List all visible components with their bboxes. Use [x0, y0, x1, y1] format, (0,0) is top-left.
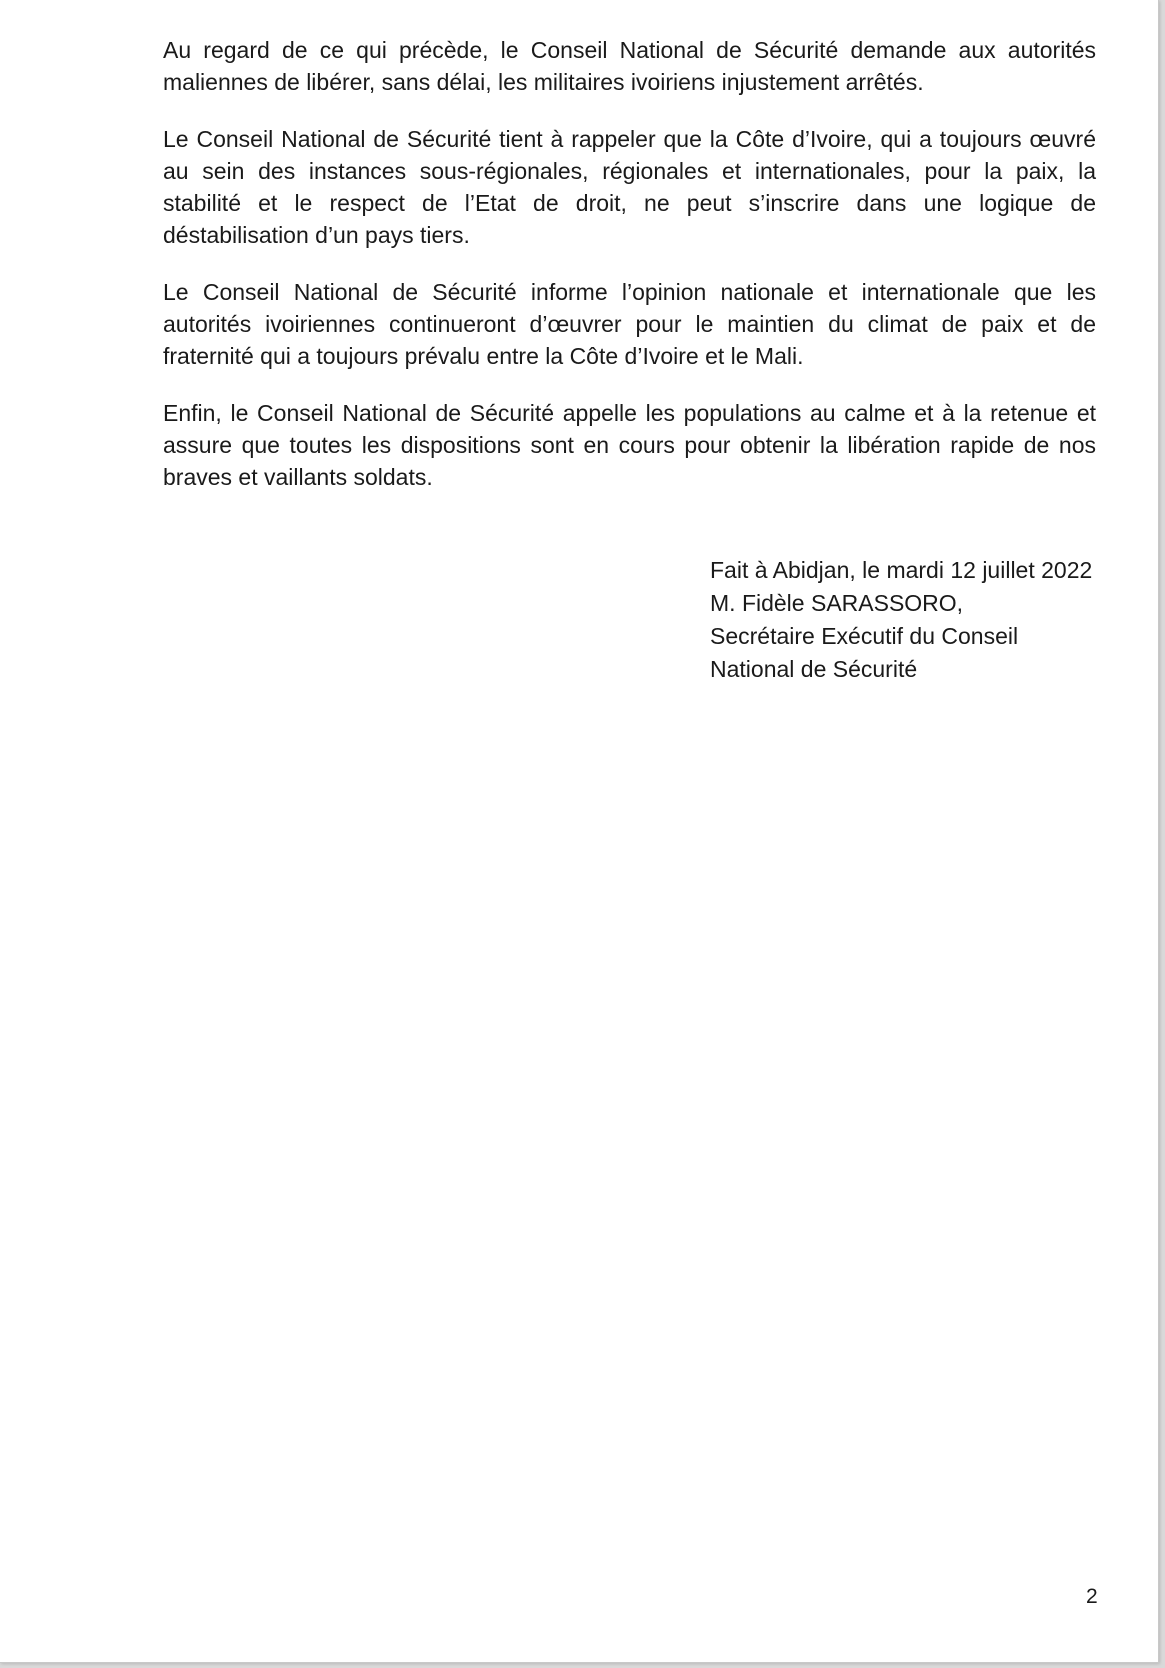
- signature-title-line1: Secrétaire Exécutif du Conseil: [710, 623, 1019, 649]
- page-number: 2: [1086, 1585, 1098, 1608]
- signature-block: [710, 554, 1092, 686]
- paragraph-liberation-demand: Au regard de ce qui précède, le Conseil National de Sécurité demande aux autorités maliennes de libérer, sans délai, les militaires ivoiriens injustement arrêtés.: [163, 37, 1096, 95]
- paragraph-peace-commitment: Le Conseil National de Sécurité tient à rappeler que la Côte d’Ivoire, qui a toujours œuvré au sein des instances sous-régionales, régionales et internationales, pour la paix, la stabilité et le respect de l’Etat de droit, ne peut s’inscrire dans une logique de déstabilisation d’un pays tiers.: [163, 126, 1096, 248]
- paragraph-call-for-calm: Enfin, le Conseil National de Sécurité appelle les populations au calme et à la retenue et assure que toutes les dispositions sont en cours pour obtenir la libération rapide de nos braves et vaillants soldats.: [163, 400, 1096, 490]
- paragraph-public-information: Le Conseil National de Sécurité informe l’opinion nationale et internationale que les autorités ivoiriennes continueront d’œuvrer pour le maintien du climat de paix et de fraternité qui a toujours prévalu entre la Côte d’Ivoire et le Mali.: [163, 279, 1096, 369]
- signature-title-line2: National de Sécurité: [710, 656, 918, 682]
- signature-place-date: Fait à Abidjan, le mardi 12 juillet 2022: [710, 557, 1093, 583]
- body-text: [163, 34, 1096, 518]
- signature-name: M. Fidèle SARASSORO,: [710, 590, 964, 616]
